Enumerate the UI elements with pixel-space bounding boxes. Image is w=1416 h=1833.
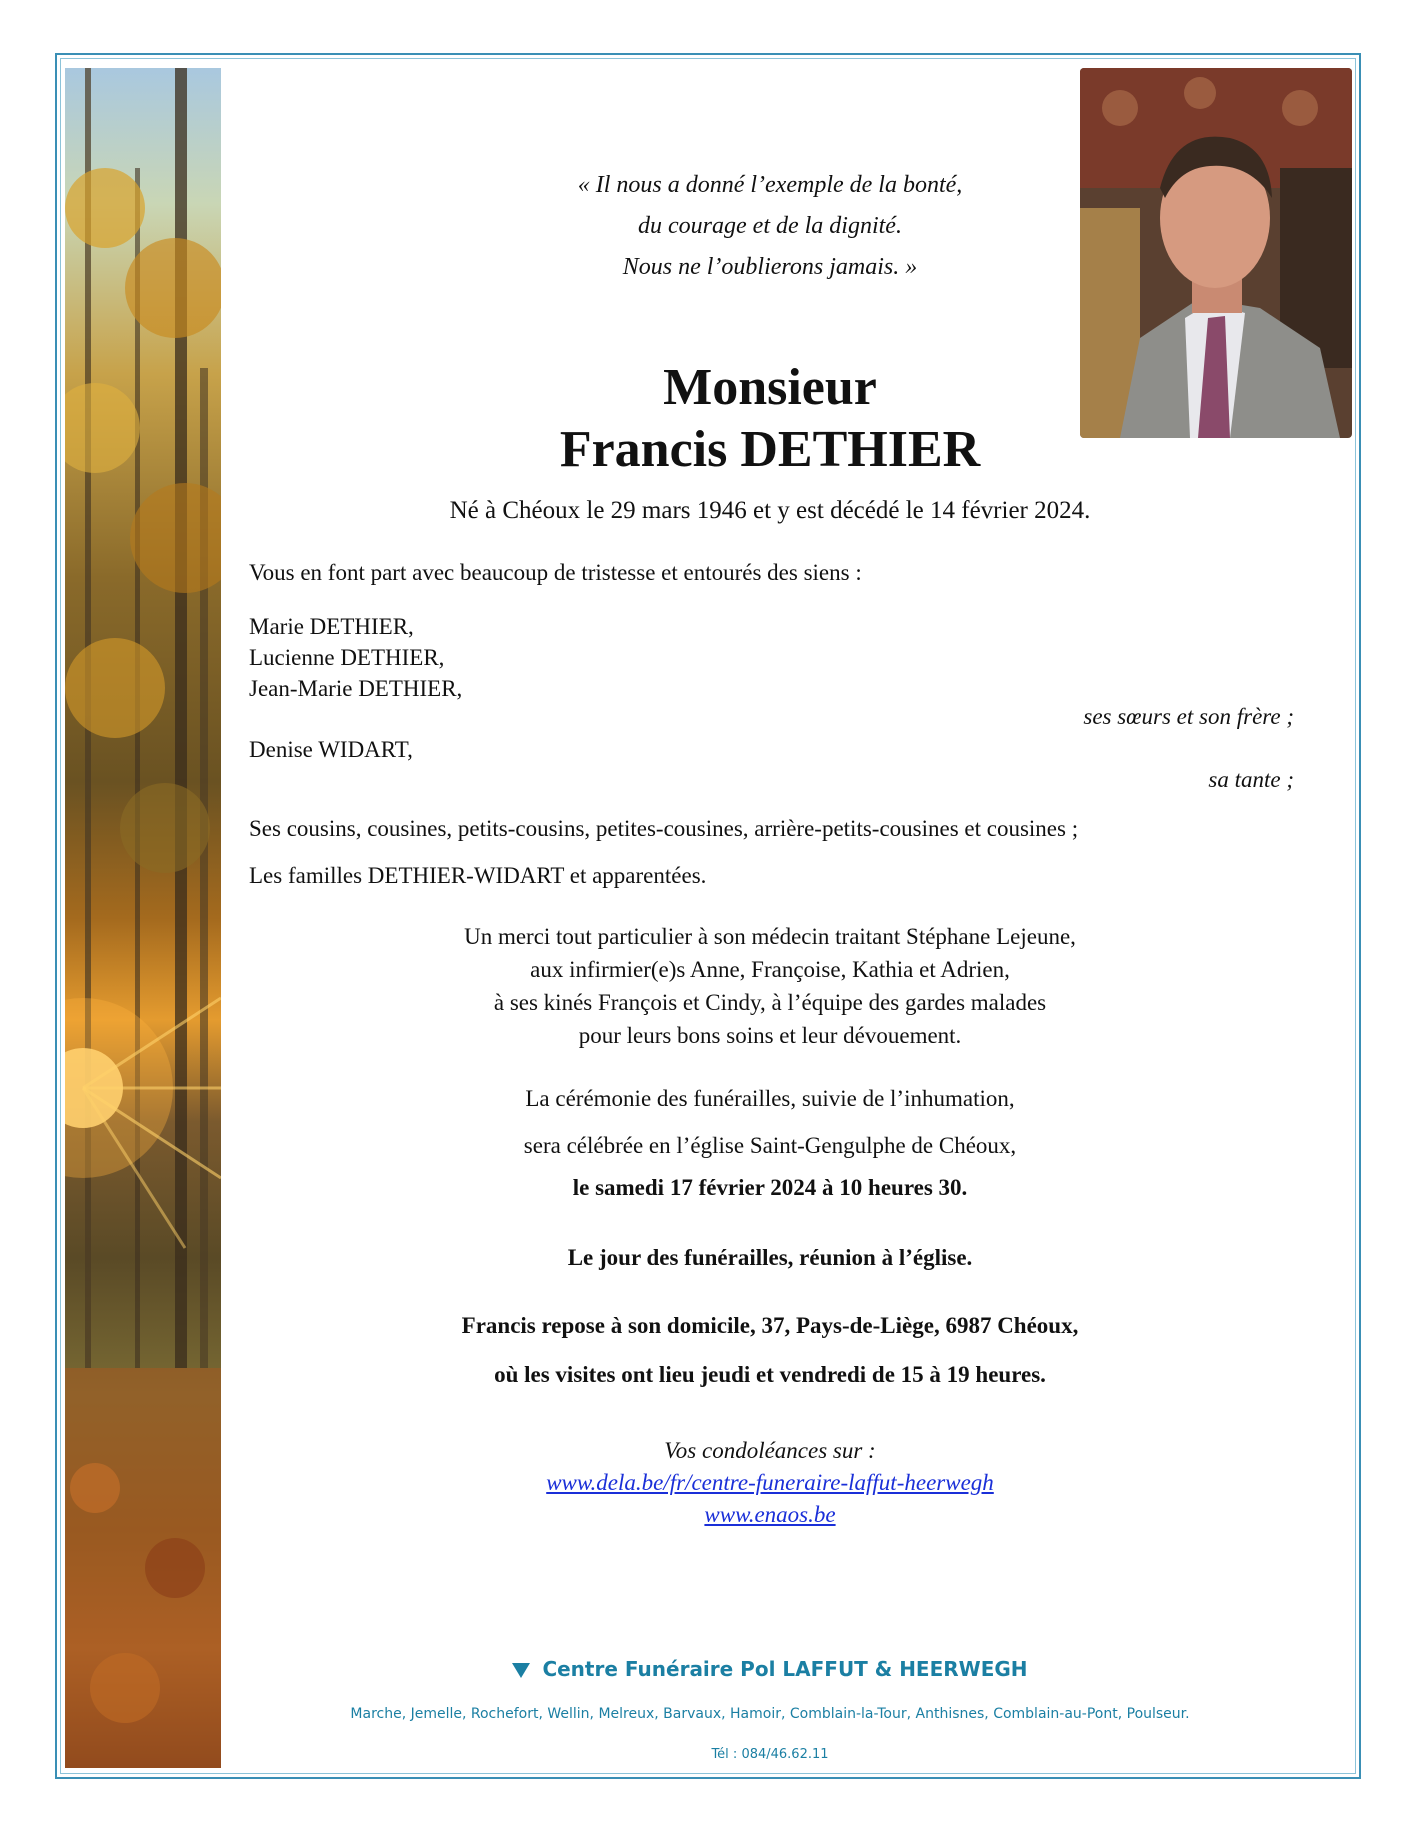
funeral-home-label: Centre Funéraire Pol LAFFUT & HEERWEGH — [542, 1657, 1028, 1681]
triangle-down-icon — [512, 1663, 530, 1678]
quote-line: « Il nous a donné l’exemple de la bonté, — [577, 172, 963, 198]
thanks-line: à ses kinés François et Cindy, à l’équipe des gardes malades — [493, 990, 1047, 1015]
portrait-photo — [1080, 68, 1352, 438]
condolences — [300, 1435, 1240, 1531]
quote-line: du courage et de la dignité. — [638, 213, 902, 239]
ceremony-date: le samedi 17 février 2024 à 10 heures 30. — [572, 1175, 968, 1200]
visit-hours: où les visites ont lieu jeudi et vendredi de 15 à 19 heures. — [494, 1362, 1046, 1387]
funeral-home-places: Marche, Jemelle, Rochefort, Wellin, Melreux, Barvaux, Hamoir, Comblain-la-Tour, Anthisnes, Comblain-au-Pont, Poulseur. — [350, 1706, 1190, 1722]
deceased-name: Francis DETHIER — [559, 421, 981, 478]
funeral-home-name — [300, 1657, 1240, 1681]
rest-location: Francis repose à son domicile, 37, Pays-de-Liège, 6987 Chéoux, — [461, 1313, 1079, 1338]
meeting-info: Le jour des funérailles, réunion à l’église. — [567, 1245, 973, 1270]
thanks-line: pour leurs bons soins et leur dévouement. — [578, 1023, 962, 1048]
thanks-paragraph — [300, 920, 1240, 1052]
sibling-name: Jean-Marie DETHIER, — [249, 676, 463, 701]
honorific: Monsieur — [663, 359, 877, 416]
siblings-list — [249, 611, 462, 704]
ceremony-paragraph — [300, 1075, 1240, 1169]
deceased-title — [470, 357, 1070, 481]
aunt-relation: sa tante ; — [1208, 767, 1294, 792]
autumn-forest-image — [65, 68, 221, 1768]
condolences-link-dela[interactable]: www.dela.be/fr/centre-funeraire-laffut-heerwegh — [546, 1470, 994, 1495]
funeral-home-phone: Tél : 084/46.62.11 — [711, 1747, 829, 1762]
cousins-line: Ses cousins, cousines, petits-cousins, petites-cousines, arrière-petits-cousines et cousines ; — [249, 816, 1079, 841]
aunt-name: Denise WIDART, — [249, 737, 413, 762]
siblings-relation: ses sœurs et son frère ; — [1083, 704, 1294, 729]
ceremony-line: sera célébrée en l’église Saint-Gengulphe de Chéoux, — [523, 1133, 1017, 1158]
announcement: Vous en font part avec beaucoup de tristesse et entourés des siens : — [249, 560, 862, 585]
sibling-name: Marie DETHIER, — [249, 614, 414, 639]
birth-death-line: Né à Chéoux le 29 mars 1946 et y est décédé le 14 février 2024. — [449, 497, 1091, 524]
thanks-line: Un merci tout particulier à son médecin traitant Stéphane Lejeune, — [464, 924, 1076, 949]
families-line: Les familles DETHIER-WIDART et apparentées. — [249, 863, 707, 888]
quote-line: Nous ne l’oublierons jamais. » — [622, 254, 918, 280]
condolences-link-enaos[interactable]: www.enaos.be — [704, 1502, 836, 1527]
condolences-label: Vos condoléances sur : — [664, 1438, 876, 1463]
sibling-name: Lucienne DETHIER, — [249, 645, 445, 670]
thanks-line: aux infirmier(e)s Anne, Françoise, Kathia et Adrien, — [530, 957, 1010, 982]
ceremony-line: La cérémonie des funérailles, suivie de l’inhumation, — [525, 1086, 1015, 1111]
quote — [470, 165, 1070, 288]
